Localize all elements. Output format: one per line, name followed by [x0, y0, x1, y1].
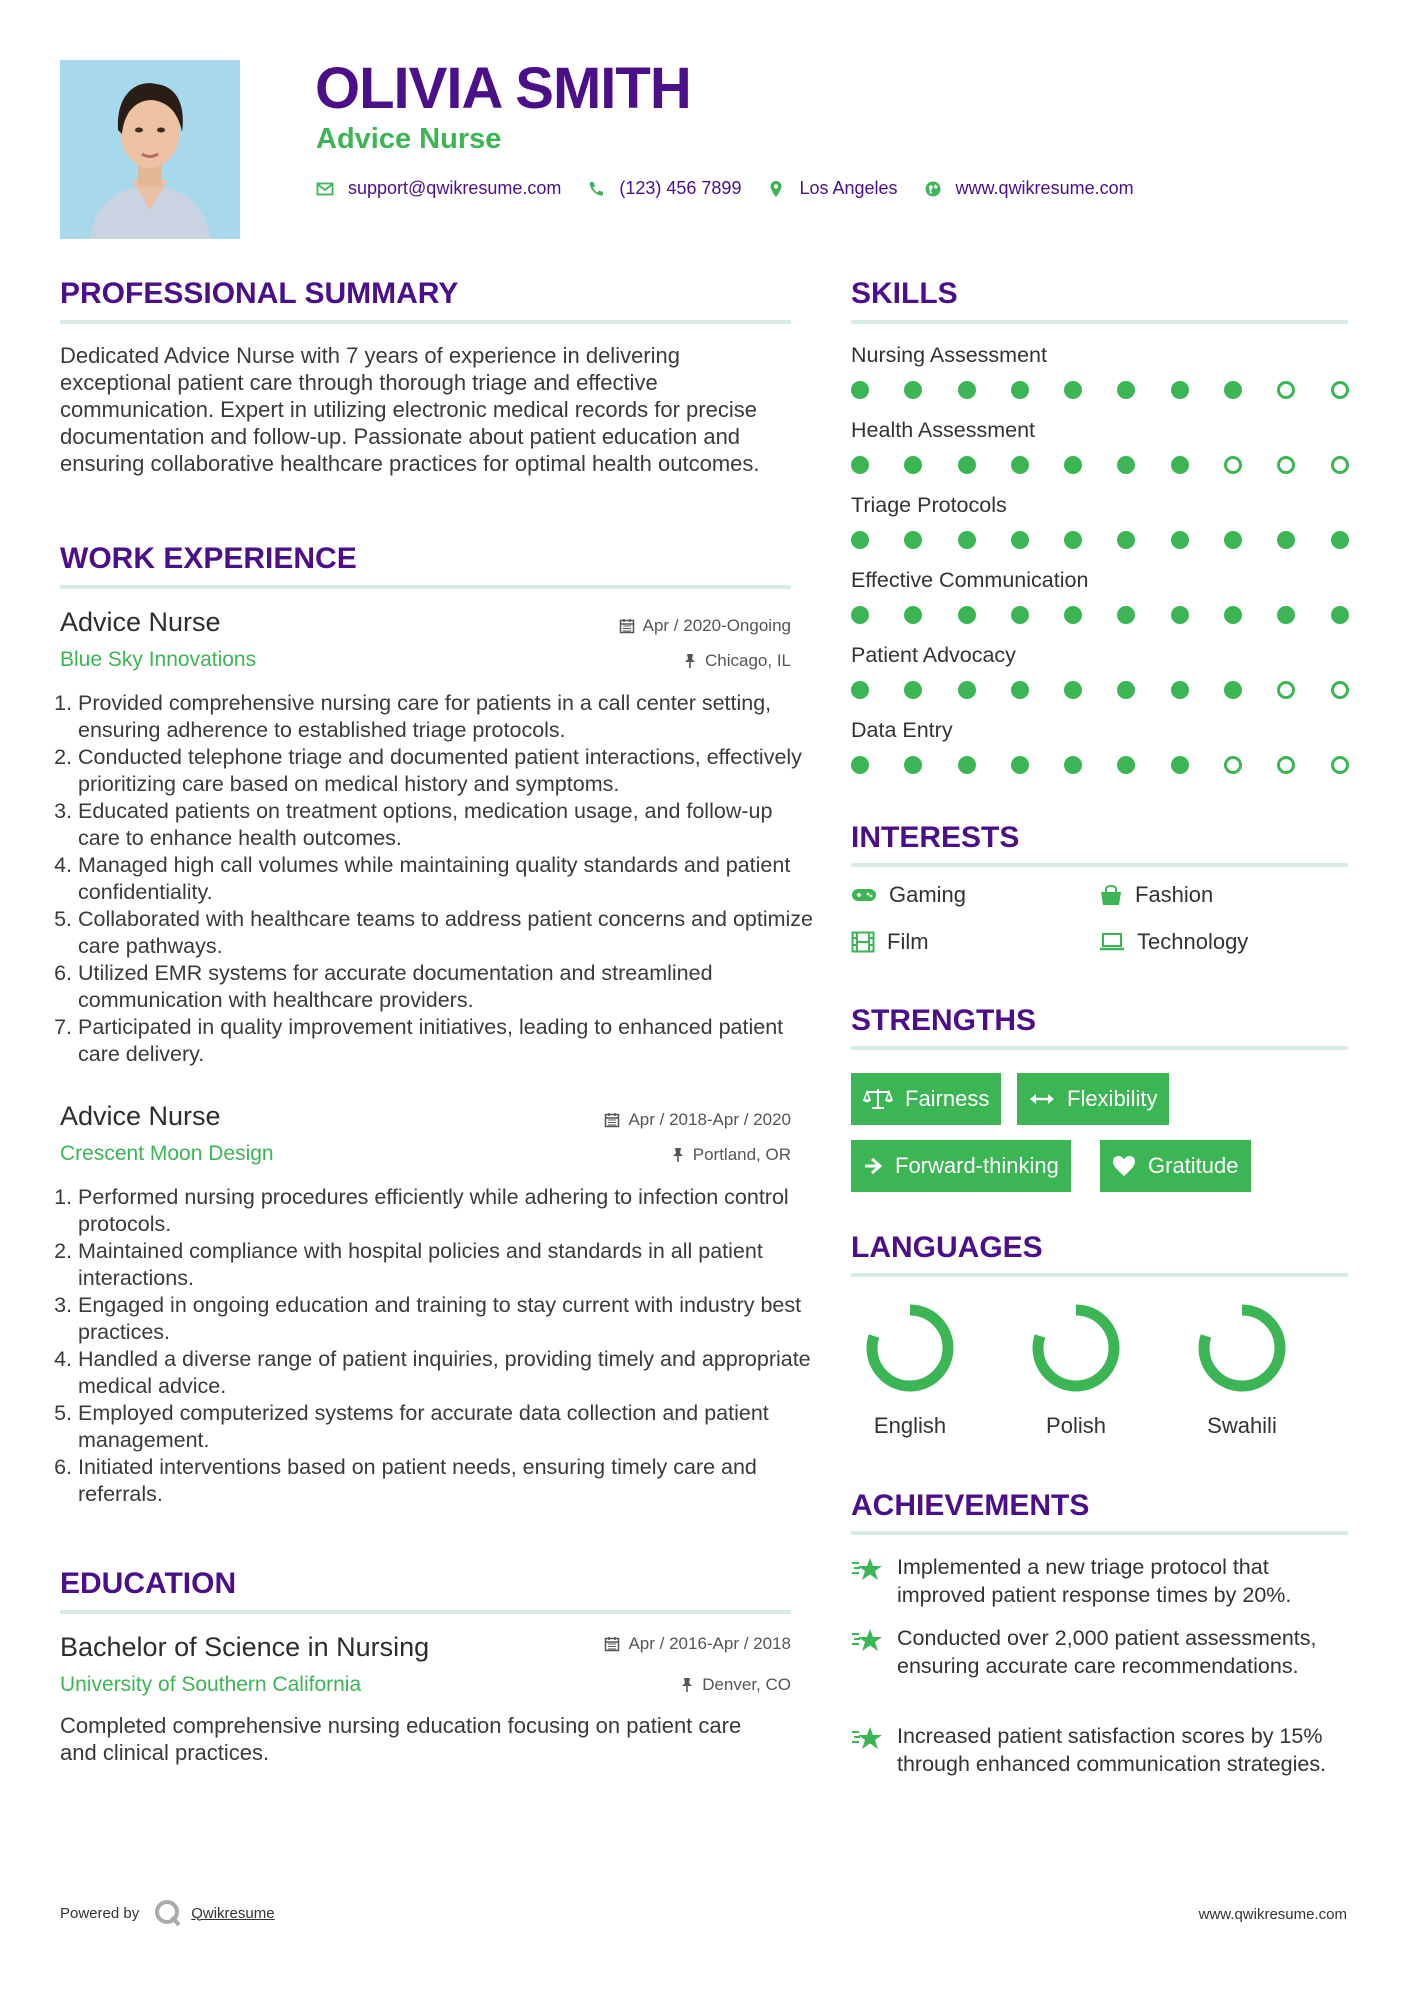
- map-marker-icon: [767, 180, 785, 198]
- language-proficiency-arc: [1038, 1310, 1114, 1386]
- achievements-divider: [851, 1531, 1348, 1535]
- achievements-heading: ACHIEVEMENTS: [851, 1489, 1090, 1522]
- heart-icon: [1112, 1155, 1136, 1177]
- skill-dot-filled: [1171, 681, 1189, 699]
- contact-website[interactable]: [924, 178, 1134, 199]
- education-description: Completed comprehensive nursing education focusing on patient care and clinical practices.: [60, 1713, 742, 1765]
- calendar-icon: [604, 1636, 620, 1652]
- candidate-name: OLIVIA SMITH: [315, 56, 691, 121]
- job-bullet-list: [60, 1184, 818, 1508]
- skill-dot-filled: [1064, 531, 1082, 549]
- job-dates-text: Apr / 2020-Ongoing: [642, 616, 791, 635]
- language-proficiency-arc: [872, 1310, 948, 1386]
- job-company: Blue Sky Innovations: [60, 648, 257, 671]
- job-title: Advice Nurse: [60, 1101, 221, 1131]
- skill-name: Nursing Assessment: [851, 343, 1047, 367]
- language-name: Swahili: [1207, 1413, 1277, 1438]
- skill-dot-filled: [851, 456, 869, 474]
- skill-dot-filled: [851, 606, 869, 624]
- work-divider: [60, 585, 791, 589]
- job-bullet: 1. Performed nursing procedures efficiently while adhering to infection control protocols.: [78, 1184, 818, 1238]
- job-location-text: Portland, OR: [692, 1145, 791, 1164]
- skill-dot-filled: [1064, 756, 1082, 774]
- skill-dot-filled: [1011, 681, 1029, 699]
- skill-dot-filled: [1331, 531, 1349, 549]
- star-icon: [851, 1557, 883, 1583]
- envelope-icon: [316, 180, 334, 198]
- laptop-icon: [1099, 932, 1125, 952]
- skill-dot-filled: [904, 756, 922, 774]
- qwikresume-logo-icon: [153, 1898, 183, 1928]
- skill-dot-empty: [1331, 756, 1349, 774]
- education-school: University of Southern California: [60, 1673, 362, 1696]
- skill-dot-filled: [1277, 606, 1295, 624]
- pushpin-icon: [683, 653, 697, 669]
- education-divider: [60, 1610, 791, 1614]
- skill-dot-filled: [958, 606, 976, 624]
- contact-email-text: support@qwikresume.com: [348, 178, 562, 198]
- job-location-text: Chicago, IL: [705, 651, 791, 670]
- interest-item-technology: [1099, 929, 1248, 955]
- interests-divider: [851, 863, 1348, 867]
- language-item: [845, 1300, 975, 1405]
- job-location: [671, 1145, 791, 1165]
- skill-dot-filled: [1117, 756, 1135, 774]
- skill-dot-filled: [1011, 381, 1029, 399]
- skill-dot-filled: [851, 681, 869, 699]
- education-heading: EDUCATION: [60, 1567, 237, 1600]
- job-location: [683, 651, 791, 671]
- skill-dot-filled: [904, 606, 922, 624]
- skill-dot-filled: [1171, 456, 1189, 474]
- calendar-icon: [619, 618, 635, 634]
- skill-name: Data Entry: [851, 718, 953, 742]
- balance-scale-icon: [863, 1087, 893, 1111]
- contact-bar: [316, 178, 1160, 199]
- powered-by-text: Powered by: [60, 1904, 140, 1922]
- skill-name: Effective Communication: [851, 568, 1089, 592]
- skill-rating: [851, 606, 1384, 624]
- contact-email[interactable]: [316, 178, 561, 199]
- education-dates: [604, 1634, 791, 1654]
- summary-divider: [60, 320, 791, 324]
- skill-name: Health Assessment: [851, 418, 1036, 442]
- strength-badge-flexibility: [1017, 1073, 1169, 1125]
- strength-label: Fairness: [905, 1086, 990, 1111]
- skill-dot-filled: [904, 456, 922, 474]
- language-proficiency-ring: [845, 1300, 975, 1400]
- skill-dot-empty: [1331, 381, 1349, 399]
- job-dates-text: Apr / 2018-Apr / 2020: [628, 1110, 791, 1129]
- skill-dot-filled: [1224, 606, 1242, 624]
- calendar-icon: [604, 1112, 620, 1128]
- skill-name: Patient Advocacy: [851, 643, 1016, 667]
- job-dates: [619, 616, 791, 636]
- skill-dot-filled: [1117, 381, 1135, 399]
- job-bullet: 6. Initiated interventions based on patient needs, ensuring timely care and referrals.: [78, 1454, 818, 1508]
- achievement-item: [851, 1624, 1352, 1680]
- skill-dot-filled: [1171, 531, 1189, 549]
- candidate-role: Advice Nurse: [316, 123, 502, 155]
- star-icon: [851, 1628, 883, 1654]
- skill-dot-empty: [1224, 456, 1242, 474]
- job-title: Advice Nurse: [60, 607, 221, 637]
- job-bullet: 3. Educated patients on treatment options, medication usage, and follow-up care to enhance health outcomes.: [78, 798, 818, 852]
- education-location: [680, 1675, 791, 1695]
- skill-dot-filled: [851, 531, 869, 549]
- job-bullet: 4. Handled a diverse range of patient inquiries, providing timely and appropriate medical advice.: [78, 1346, 818, 1400]
- skill-dot-empty: [1224, 756, 1242, 774]
- strength-label: Flexibility: [1067, 1086, 1158, 1111]
- footer-powered-by: [60, 1898, 275, 1928]
- skill-dot-filled: [1011, 456, 1029, 474]
- languages-divider: [851, 1273, 1348, 1277]
- job-bullet-list: [60, 690, 818, 1068]
- pushpin-icon: [671, 1147, 685, 1163]
- achievement-text: Conducted over 2,000 patient assessments, ensuring accurate care recommendations.: [897, 1626, 1317, 1678]
- shopping-bag-icon: [1099, 884, 1123, 906]
- strengths-divider: [851, 1046, 1348, 1050]
- education-degree: Bachelor of Science in Nursing: [60, 1632, 430, 1662]
- skill-rating: [851, 381, 1384, 399]
- skill-dot-filled: [1224, 531, 1242, 549]
- interest-item-film: [851, 929, 929, 955]
- interest-label: Technology: [1137, 929, 1249, 954]
- job-bullet: 5. Collaborated with healthcare teams to address patient concerns and optimize care pathways.: [78, 906, 818, 960]
- interest-item-gaming: [851, 882, 966, 908]
- skill-dot-filled: [1011, 606, 1029, 624]
- skill-dot-filled: [904, 681, 922, 699]
- arrow-right-icon: [863, 1156, 883, 1176]
- job-bullet: 2. Maintained compliance with hospital policies and standards in all patient interactions.: [78, 1238, 818, 1292]
- skill-dot-filled: [1011, 531, 1029, 549]
- pushpin-icon: [680, 1677, 694, 1693]
- strength-label: Forward-thinking: [895, 1153, 1059, 1178]
- interests-heading: INTERESTS: [851, 821, 1020, 854]
- skill-dot-filled: [904, 531, 922, 549]
- skills-divider: [851, 320, 1348, 324]
- skill-dot-filled: [1117, 456, 1135, 474]
- language-item: [1177, 1300, 1307, 1405]
- job-bullet: 1. Provided comprehensive nursing care for patients in a call center setting, ensuring adherence to established triage protocols.: [78, 690, 818, 744]
- language-name: Polish: [1046, 1413, 1106, 1438]
- skill-rating: [851, 531, 1384, 549]
- skill-dot-filled: [904, 381, 922, 399]
- skill-dot-empty: [1331, 681, 1349, 699]
- strength-badge-forward-thinking: [851, 1140, 1071, 1192]
- skill-dot-filled: [851, 381, 869, 399]
- globe-icon: [924, 180, 942, 198]
- gamepad-icon: [851, 886, 877, 904]
- skill-dot-filled: [1064, 456, 1082, 474]
- education-dates-text: Apr / 2016-Apr / 2018: [628, 1634, 791, 1653]
- contact-website-text: www.qwikresume.com: [955, 178, 1134, 198]
- skill-dot-filled: [1011, 756, 1029, 774]
- skills-heading: SKILLS: [851, 277, 958, 310]
- skill-dot-filled: [958, 456, 976, 474]
- skill-dot-filled: [1171, 381, 1189, 399]
- strength-label: Gratitude: [1148, 1153, 1239, 1178]
- skill-dot-empty: [1277, 756, 1295, 774]
- contact-location: [767, 178, 897, 199]
- skill-rating: [851, 456, 1384, 474]
- skill-dot-filled: [958, 381, 976, 399]
- language-item: [1011, 1300, 1141, 1405]
- contact-phone-text: (123) 456 7899: [619, 178, 742, 198]
- skill-dot-filled: [958, 756, 976, 774]
- skill-dot-filled: [1171, 756, 1189, 774]
- arrows-horizontal-icon: [1029, 1090, 1055, 1108]
- skill-dot-filled: [1277, 531, 1295, 549]
- footer-website[interactable]: www.qwikresume.com: [1198, 1906, 1347, 1923]
- strength-badge-fairness: [851, 1073, 1001, 1125]
- star-icon: [851, 1726, 883, 1752]
- skill-dot-filled: [1117, 606, 1135, 624]
- skill-dot-filled: [1224, 381, 1242, 399]
- skill-dot-filled: [1064, 381, 1082, 399]
- contact-phone[interactable]: [587, 178, 741, 199]
- interest-label: Film: [887, 929, 929, 954]
- achievement-text: Increased patient satisfaction scores by 15% through enhanced communication strategies.: [897, 1724, 1327, 1776]
- summary-heading: PROFESSIONAL SUMMARY: [60, 277, 459, 310]
- strength-badge-gratitude: [1100, 1140, 1251, 1192]
- skill-dot-filled: [1064, 681, 1082, 699]
- skill-dot-filled: [1171, 606, 1189, 624]
- skill-dot-filled: [1331, 606, 1349, 624]
- strengths-heading: STRENGTHS: [851, 1004, 1037, 1037]
- skill-rating: [851, 681, 1384, 699]
- job-bullet: 7. Participated in quality improvement initiatives, leading to enhanced patient care delivery.: [78, 1014, 818, 1068]
- job-dates: [604, 1110, 791, 1130]
- skill-dot-empty: [1277, 681, 1295, 699]
- languages-heading: LANGUAGES: [851, 1231, 1043, 1264]
- achievement-text: Implemented a new triage protocol that improved patient response times by 20%.: [897, 1555, 1292, 1607]
- job-bullet: 3. Engaged in ongoing education and training to stay current with industry best practices.: [78, 1292, 818, 1346]
- interest-item-fashion: [1099, 882, 1213, 908]
- skill-dot-filled: [958, 531, 976, 549]
- achievement-item: [851, 1722, 1352, 1778]
- phone-icon: [587, 180, 605, 198]
- achievement-item: [851, 1553, 1352, 1609]
- skill-dot-empty: [1277, 381, 1295, 399]
- education-location-text: Denver, CO: [702, 1675, 791, 1694]
- profile-photo: [60, 60, 240, 239]
- job-bullet: 4. Managed high call volumes while maintaining quality standards and patient confidentiality.: [78, 852, 818, 906]
- skill-dot-filled: [958, 681, 976, 699]
- contact-location-text: Los Angeles: [799, 178, 898, 198]
- skill-rating: [851, 756, 1384, 774]
- language-proficiency-ring: [1177, 1300, 1307, 1400]
- skill-dot-filled: [1224, 681, 1242, 699]
- qwikresume-link[interactable]: Qwikresume: [191, 1904, 275, 1922]
- skill-dot-filled: [1117, 681, 1135, 699]
- language-name: English: [873, 1413, 947, 1438]
- language-proficiency-ring: [1011, 1300, 1141, 1400]
- work-heading: WORK EXPERIENCE: [60, 542, 357, 575]
- interest-label: Fashion: [1135, 882, 1214, 907]
- skill-dot-empty: [1331, 456, 1349, 474]
- skill-dot-filled: [851, 756, 869, 774]
- job-bullet: 5. Employed computerized systems for accurate data collection and patient management.: [78, 1400, 818, 1454]
- skill-dot-filled: [1117, 531, 1135, 549]
- job-bullet: 6. Utilized EMR systems for accurate documentation and streamlined communication with healthcare providers.: [78, 960, 818, 1014]
- interest-label: Gaming: [889, 882, 967, 907]
- job-bullet: 2. Conducted telephone triage and documented patient interactions, effectively prioritizing care based on medical history and symptoms.: [78, 744, 818, 798]
- skill-dot-empty: [1277, 456, 1295, 474]
- film-icon: [851, 931, 875, 953]
- skill-name: Triage Protocols: [851, 493, 1007, 517]
- language-proficiency-arc: [1204, 1310, 1280, 1386]
- job-company: Crescent Moon Design: [60, 1142, 274, 1165]
- summary-text: Dedicated Advice Nurse with 7 years of experience in delivering exceptional patient care through thorough triage and effective communication. Expert in utilizing electronic medical records for precise documentation and follow-up. Passionate about patient education and ensuring collaborative healthcare practices for optimal health outcomes.: [60, 343, 760, 476]
- skill-dot-filled: [1064, 606, 1082, 624]
